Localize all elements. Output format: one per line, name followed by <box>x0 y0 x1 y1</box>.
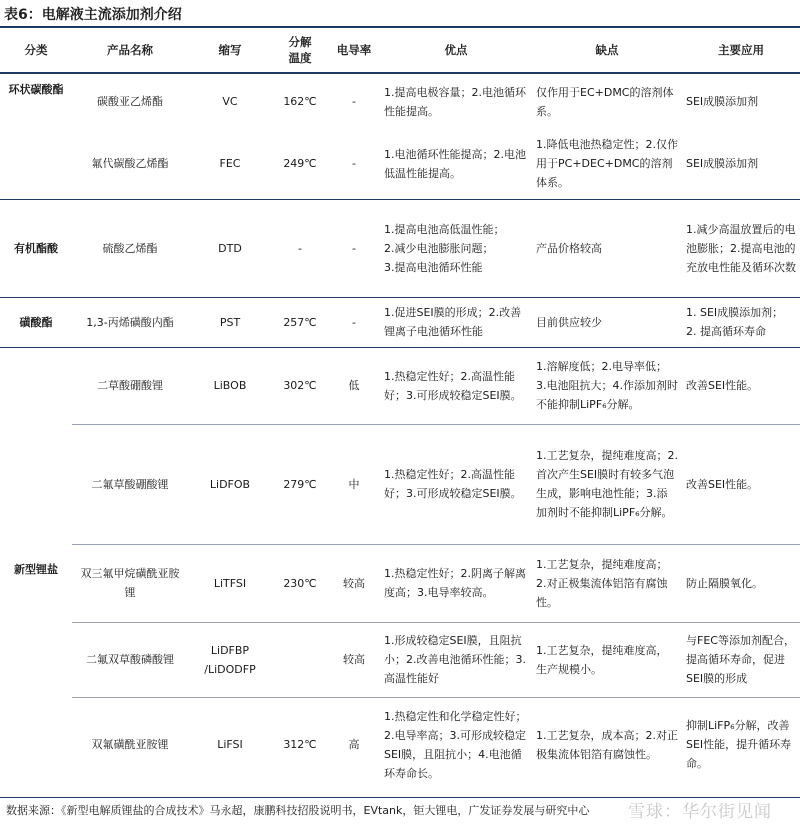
product-cell: 碳酸亚乙烯酯 <box>97 95 163 108</box>
conductivity-cell: 低 <box>348 379 360 392</box>
temp-cell: - <box>298 241 302 255</box>
cons-cell: 1.工艺复杂，成本高；2.对正极集流体铝箔有腐蚀性。 <box>532 697 682 792</box>
application-cell: SEI成膜添加剂 <box>686 157 759 171</box>
pros-cell: 1.热稳定性和化学稳定性好；2.电导率高；3.可形成较稳定SEI膜，且阻抗小；4.电池循环寿命长。 <box>380 697 532 792</box>
application-cell: 改善SEI性能。 <box>682 424 800 544</box>
abbr-cell: LiTFSI <box>188 544 272 622</box>
header-row <box>0 28 800 73</box>
temp-cell: 249℃ <box>283 157 317 171</box>
abbr-cell: FEC <box>219 157 241 171</box>
temp-cell: 302℃ <box>283 379 317 392</box>
cons-cell: 1.工艺复杂，提纯难度高；2.首次产生SEI膜时有较多气泡生成，影响电池性能；3.添加剂时不能抑制LiPF₆分解。 <box>532 424 682 544</box>
header-application: 主要应用 <box>718 43 764 57</box>
header-cons: 缺点 <box>595 43 619 57</box>
table-title: 表6：电解液主流添加剂介绍 <box>4 7 182 23</box>
abbr-cell: LiFSI <box>188 697 272 792</box>
application-cell: 1. SEI成膜添加剂； 2. 提高循环寿命 <box>686 306 784 338</box>
product-cell: 二氟草酸硼酸锂 <box>72 424 188 544</box>
application-cell: 1.减少高温放置后的电池膨胀；2.提高电池的充放电性能及循环次数 <box>686 222 796 274</box>
application-cell: 抑制LiFP₆分解，改善SEI性能，提升循环寿命。 <box>682 697 800 792</box>
cons-cell: 目前供应较少 <box>536 315 602 329</box>
abbr-cell: LiDFOB <box>188 424 272 544</box>
product-cell: 双三氟甲烷磺酰亚胺锂 <box>72 544 188 622</box>
application-cell: 改善SEI性能。 <box>686 379 759 392</box>
header-conductivity: 电导率 <box>336 43 372 57</box>
abbr-cell: LiDFBP /LiDODFP <box>188 622 272 697</box>
table-row <box>0 424 800 544</box>
pros-cell: 1.热稳定性好；2.高温性能好；3.可形成较稳定SEI膜。 <box>384 369 522 402</box>
table-row <box>0 297 800 347</box>
pros-cell: 1.提高电极容量；2.电池循环性能提高。 <box>384 85 526 118</box>
pros-cell: 1.提高电池高低温性能； 2.减少电池膨胀问题； 3.提高电池循环性能 <box>384 222 505 274</box>
pros-cell: 1.热稳定性好；2.高温性能好；3.可形成较稳定SEI膜。 <box>380 424 532 544</box>
temp-cell: 279℃ <box>272 424 328 544</box>
watermark: 雪球：华尔街见闻 <box>628 802 772 822</box>
conductivity-cell: - <box>352 315 356 329</box>
pros-cell: 1.电池循环性能提高；2.电池低温性能提高。 <box>384 147 526 180</box>
cons-cell: 产品价格较高 <box>536 241 602 255</box>
temp-cell: 230℃ <box>272 544 328 622</box>
product-cell: 双氟磺酰亚胺锂 <box>72 697 188 792</box>
cons-cell: 1.工艺复杂，提纯难度高，生产规模小。 <box>532 622 682 697</box>
table-row <box>0 697 800 792</box>
conductivity-cell: - <box>352 157 356 171</box>
cons-cell: 1.工艺复杂，提纯难度高； 2.对正极集流体铝箔有腐蚀性。 <box>532 544 682 622</box>
application-cell: 与FEC等添加剂配合，提高循环寿命，促进SEI膜的形成 <box>682 622 800 697</box>
cons-cell: 1.溶解度低；2.电导率低； 3.电池阻抗大；4.作添加剂时不能抑制LiPF₆分解。 <box>536 360 678 411</box>
table-row <box>0 199 800 297</box>
header-category: 分类 <box>24 43 48 57</box>
cons-cell: 仅作用于EC+DMC的溶剂体系。 <box>536 85 674 118</box>
product-cell: 1,3-丙烯磺酸内酯 <box>86 315 174 329</box>
conductivity-cell: - <box>352 95 356 108</box>
conductivity-cell: 高 <box>328 697 380 792</box>
product-cell: 氟代碳酸乙烯酯 <box>91 157 169 171</box>
header-product: 产品名称 <box>107 43 153 57</box>
category-label: 环状碳酸酯 <box>8 83 64 96</box>
abbr-cell: LiBOB <box>213 379 247 392</box>
application-cell: 防止隔膜氧化。 <box>682 544 800 622</box>
pros-cell: 1.促进SEI膜的形成；2.改善锂离子电池循环性能 <box>384 306 522 338</box>
table-row <box>0 544 800 622</box>
table-row <box>0 347 800 424</box>
conductivity-cell: 较高 <box>328 544 380 622</box>
table-row <box>0 129 800 199</box>
temp-cell <box>272 622 328 697</box>
cons-cell: 1.降低电池热稳定性；2.仅作用于PC+DEC+DMC的溶剂体系。 <box>536 138 678 190</box>
additives-table <box>0 28 800 792</box>
header-pros: 优点 <box>444 43 468 57</box>
abbr-cell: PST <box>219 315 241 329</box>
pros-cell: 1.热稳定性好；2.阴离子解离度高；3.电导率较高。 <box>380 544 532 622</box>
category-cell: 有机酯酸 <box>14 241 58 255</box>
source-note: 数据来源：《新型电解质锂盐的合成技术》马永超，康鹏科技招股说明书，EVtank，钜大锂电，广发证券发展与研究中心 <box>6 804 590 817</box>
header-temp: 分解 温度 <box>288 35 312 65</box>
product-cell: 二草酸硼酸锂 <box>97 379 163 392</box>
temp-cell: 257℃ <box>283 315 317 329</box>
pros-cell: 1.形成较稳定SEI膜，且阻抗小；2.改善电池循环性能；3.高温性能好 <box>380 622 532 697</box>
temp-cell: 312℃ <box>272 697 328 792</box>
abbr-cell: DTD <box>218 241 242 255</box>
abbr-cell: VC <box>222 95 238 108</box>
temp-cell: 162℃ <box>283 95 317 108</box>
header-abbr: 缩写 <box>218 43 242 57</box>
conductivity-cell: 较高 <box>328 622 380 697</box>
category-cell: 磺酸酯 <box>19 315 53 329</box>
category-cell <box>0 73 72 199</box>
table-row <box>0 73 800 129</box>
product-cell: 硫酸乙烯酯 <box>102 241 158 255</box>
product-cell: 二氟双草酸磷酸锂 <box>72 622 188 697</box>
table-row <box>0 622 800 697</box>
conductivity-cell: 中 <box>328 424 380 544</box>
application-cell: SEI成膜添加剂 <box>686 95 759 108</box>
conductivity-cell: - <box>352 241 356 255</box>
category-cell: 新型锂盐 <box>14 563 58 577</box>
